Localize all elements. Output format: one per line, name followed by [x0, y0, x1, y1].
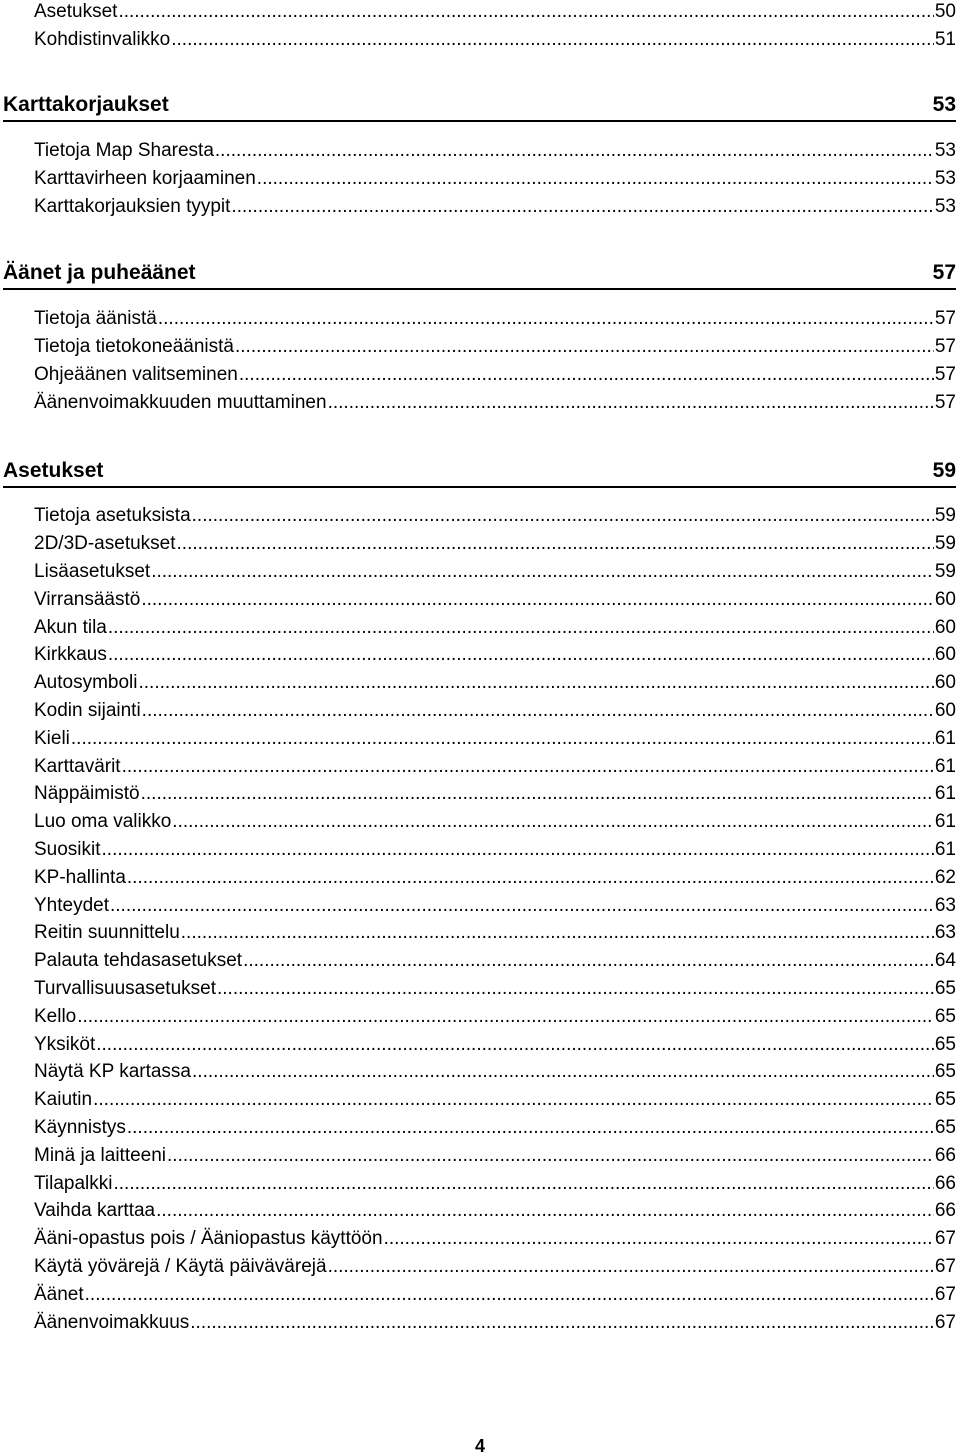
toc-entry-page: 61 — [934, 811, 956, 832]
toc-entry[interactable] — [34, 1114, 956, 1142]
toc-entry-label: Turvallisuusasetukset — [34, 978, 216, 999]
toc-entry-label: Ohjeäänen valitseminen — [34, 364, 238, 385]
dot-leader — [108, 641, 934, 669]
toc-entry[interactable] — [34, 614, 956, 642]
toc-entry-page: 67 — [934, 1228, 956, 1249]
toc-entry[interactable] — [34, 669, 956, 697]
toc-entry[interactable] — [34, 808, 956, 836]
toc-entry-page: 66 — [934, 1173, 956, 1194]
toc-entry-label: Kieli — [34, 728, 70, 749]
dot-leader — [215, 137, 934, 165]
toc-entry-page: 63 — [934, 895, 956, 916]
toc-entry-label: Autosymboli — [34, 672, 138, 693]
toc-section-heading[interactable] — [3, 450, 956, 488]
toc-entry-label: Yksiköt — [34, 1034, 96, 1055]
toc-entry-page: 59 — [934, 561, 956, 582]
dot-leader — [110, 892, 934, 920]
toc-entry-page: 59 — [934, 505, 956, 526]
toc-entry-label: Minä ja laitteeni — [34, 1145, 167, 1166]
toc-entry-page: 67 — [934, 1312, 956, 1333]
toc-entry-page: 59 — [934, 533, 956, 554]
dot-leader — [181, 919, 934, 947]
page-number: 4 — [474, 1436, 485, 1456]
toc-entry[interactable] — [34, 892, 956, 920]
dot-leader — [142, 697, 934, 725]
toc-entry[interactable] — [34, 753, 956, 781]
toc-entry-page: 61 — [934, 728, 956, 749]
toc-entry-label: Kirkkaus — [34, 644, 107, 665]
dot-leader — [231, 193, 933, 221]
toc-entry-label: Tietoja Map Sharesta — [34, 140, 214, 161]
toc-entry-label: Asetukset — [34, 1, 118, 22]
toc-entry-label: Karttavirheen korjaaminen — [34, 168, 256, 189]
toc-entry[interactable] — [34, 193, 956, 221]
toc-entry[interactable] — [34, 1170, 956, 1198]
toc-entry[interactable] — [34, 836, 956, 864]
toc-section-heading[interactable] — [3, 252, 956, 290]
toc-entry-page: 60 — [934, 589, 956, 610]
toc-entry[interactable] — [34, 975, 956, 1003]
toc-entry-page: 65 — [934, 1034, 956, 1055]
toc-entry[interactable] — [34, 0, 956, 26]
toc-entry-label: Luo oma valikko — [34, 811, 172, 832]
toc-entry[interactable] — [34, 361, 956, 389]
toc-entry-page: 60 — [934, 672, 956, 693]
toc-entry[interactable] — [34, 697, 956, 725]
toc-entry-label: Tietoja äänistä — [34, 308, 157, 329]
toc-entry[interactable] — [34, 1086, 956, 1114]
toc-entry[interactable] — [34, 1003, 956, 1031]
toc-entry-page: 60 — [934, 617, 956, 638]
toc-entry-label: Karttakorjauksien tyypit — [34, 196, 231, 217]
section-title: Äänet ja puheäänet — [3, 261, 196, 284]
section-page: 59 — [932, 459, 956, 482]
toc-entry-page: 60 — [934, 644, 956, 665]
toc-entry-page: 66 — [934, 1200, 956, 1221]
toc-entry-label: Akun tila — [34, 617, 107, 638]
toc-entry-page: 63 — [934, 922, 956, 943]
toc-entry-label: Äänet — [34, 1284, 84, 1305]
dot-leader — [108, 614, 934, 642]
toc-entry[interactable] — [34, 165, 956, 193]
toc-entry-label: Tietoja tietokoneäänistä — [34, 336, 234, 357]
toc-entry[interactable] — [34, 1253, 956, 1281]
dot-leader — [384, 1225, 934, 1253]
dot-leader — [96, 1031, 934, 1059]
dot-leader — [158, 305, 934, 333]
toc-entry[interactable] — [34, 947, 956, 975]
toc-entry[interactable] — [34, 558, 956, 586]
toc-entry[interactable] — [34, 530, 956, 558]
toc-entry[interactable] — [34, 1225, 956, 1253]
toc-entry[interactable] — [34, 1142, 956, 1170]
toc-entry-page: 51 — [934, 29, 956, 50]
toc-entry[interactable] — [34, 864, 956, 892]
toc-entry-label: Kello — [34, 1006, 77, 1027]
dot-leader — [192, 1058, 934, 1086]
toc-entry[interactable] — [34, 502, 956, 530]
dot-leader — [114, 1170, 934, 1198]
section-page: 57 — [932, 261, 956, 284]
toc-entry-label: Vaihda karttaa — [34, 1200, 156, 1221]
toc-entry-label: Suosikit — [34, 839, 101, 860]
toc-entry[interactable] — [34, 586, 956, 614]
dot-leader — [122, 753, 934, 781]
toc-entry-label: Kodin sijainti — [34, 700, 141, 721]
dot-leader — [239, 361, 934, 389]
dot-leader — [127, 864, 934, 892]
toc-entry-page: 65 — [934, 1061, 956, 1082]
toc-entry-label: Palauta tehdasasetukset — [34, 950, 243, 971]
toc-entry-page: 66 — [934, 1145, 956, 1166]
dot-leader — [167, 1142, 934, 1170]
dot-leader — [85, 1281, 934, 1309]
dot-leader — [118, 0, 933, 26]
toc-entry[interactable] — [34, 1058, 956, 1086]
toc-entry-page: 61 — [934, 839, 956, 860]
dot-leader — [102, 836, 934, 864]
toc-entry-label: Äänenvoimakkuuden muuttaminen — [34, 392, 327, 413]
toc-entry[interactable] — [34, 1281, 956, 1309]
toc-entry-page: 64 — [934, 950, 956, 971]
toc-entry-label: Ääni-opastus pois / Ääniopastus käyttöön — [34, 1228, 383, 1249]
toc-entry[interactable] — [34, 26, 956, 54]
toc-section-heading[interactable] — [3, 84, 956, 122]
toc-entry-page: 65 — [934, 1089, 956, 1110]
toc-entry[interactable] — [34, 137, 956, 165]
dot-leader — [177, 530, 934, 558]
toc-entry-page: 60 — [934, 700, 956, 721]
toc-entry-label: Tilapalkki — [34, 1173, 113, 1194]
toc-entry-label: 2D/3D-asetukset — [34, 533, 176, 554]
dot-leader — [156, 1197, 934, 1225]
toc-entry[interactable] — [34, 725, 956, 753]
toc-entry-page: 62 — [934, 867, 956, 888]
toc-entry-page: 53 — [934, 196, 956, 217]
toc-entry-page: 50 — [934, 1, 956, 22]
toc-entry-label: Käytä yövärejä / Käytä päivävärejä — [34, 1256, 327, 1277]
toc-entry-page: 57 — [934, 336, 956, 357]
toc-entry-page: 65 — [934, 1117, 956, 1138]
toc-entry[interactable] — [34, 1197, 956, 1225]
toc-entry-page: 65 — [934, 978, 956, 999]
section-title: Karttakorjaukset — [3, 93, 169, 116]
section-title: Asetukset — [3, 459, 104, 482]
dot-leader — [192, 502, 934, 530]
dot-leader — [151, 558, 934, 586]
dot-leader — [235, 333, 934, 361]
dot-leader — [328, 389, 934, 417]
section-page: 53 — [932, 93, 956, 116]
toc-entry-label: Karttavärit — [34, 756, 121, 777]
toc-entry[interactable] — [34, 1031, 956, 1059]
dot-leader — [171, 26, 934, 54]
toc-entry-page: 57 — [934, 392, 956, 413]
toc-entry-label: Näytä KP kartassa — [34, 1061, 192, 1082]
toc-entry-label: Reitin suunnittelu — [34, 922, 180, 943]
toc-entry-label: Näppäimistö — [34, 783, 140, 804]
toc-entry-page: 57 — [934, 364, 956, 385]
dot-leader — [217, 975, 934, 1003]
toc-entry-label: Äänenvoimakkuus — [34, 1312, 190, 1333]
dot-leader — [328, 1253, 934, 1281]
toc-entry-page: 53 — [934, 140, 956, 161]
toc-entry-label: Kaiutin — [34, 1089, 93, 1110]
toc-entry-label: Käynnistys — [34, 1117, 126, 1138]
dot-leader — [71, 725, 934, 753]
dot-leader — [127, 1114, 934, 1142]
dot-leader — [141, 780, 934, 808]
dot-leader — [172, 808, 934, 836]
toc-entry[interactable] — [34, 919, 956, 947]
dot-leader — [139, 669, 934, 697]
toc-entry-label: KP-hallinta — [34, 867, 126, 888]
dot-leader — [93, 1086, 934, 1114]
toc-entry-page: 67 — [934, 1284, 956, 1305]
toc-entry[interactable] — [34, 333, 956, 361]
dot-leader — [257, 165, 934, 193]
toc-entry-label: Virransäästö — [34, 589, 141, 610]
toc-entry[interactable] — [34, 780, 956, 808]
dot-leader — [243, 947, 934, 975]
toc-entry[interactable] — [34, 389, 956, 417]
dot-leader — [141, 586, 934, 614]
toc-entry[interactable] — [34, 305, 956, 333]
toc-entry[interactable] — [34, 1309, 956, 1337]
toc-entry-label: Yhteydet — [34, 895, 109, 916]
dot-leader — [190, 1309, 934, 1337]
toc-entry-page: 65 — [934, 1006, 956, 1027]
toc-entry-label: Kohdistinvalikko — [34, 29, 171, 50]
toc-entry-label: Tietoja asetuksista — [34, 505, 191, 526]
toc-entry-page: 53 — [934, 168, 956, 189]
toc-entry-page: 61 — [934, 783, 956, 804]
toc-entry-label: Lisäasetukset — [34, 561, 151, 582]
toc-entry-page: 67 — [934, 1256, 956, 1277]
toc-entry-page: 61 — [934, 756, 956, 777]
toc-entry-page: 57 — [934, 308, 956, 329]
dot-leader — [77, 1003, 934, 1031]
toc-entry[interactable] — [34, 641, 956, 669]
